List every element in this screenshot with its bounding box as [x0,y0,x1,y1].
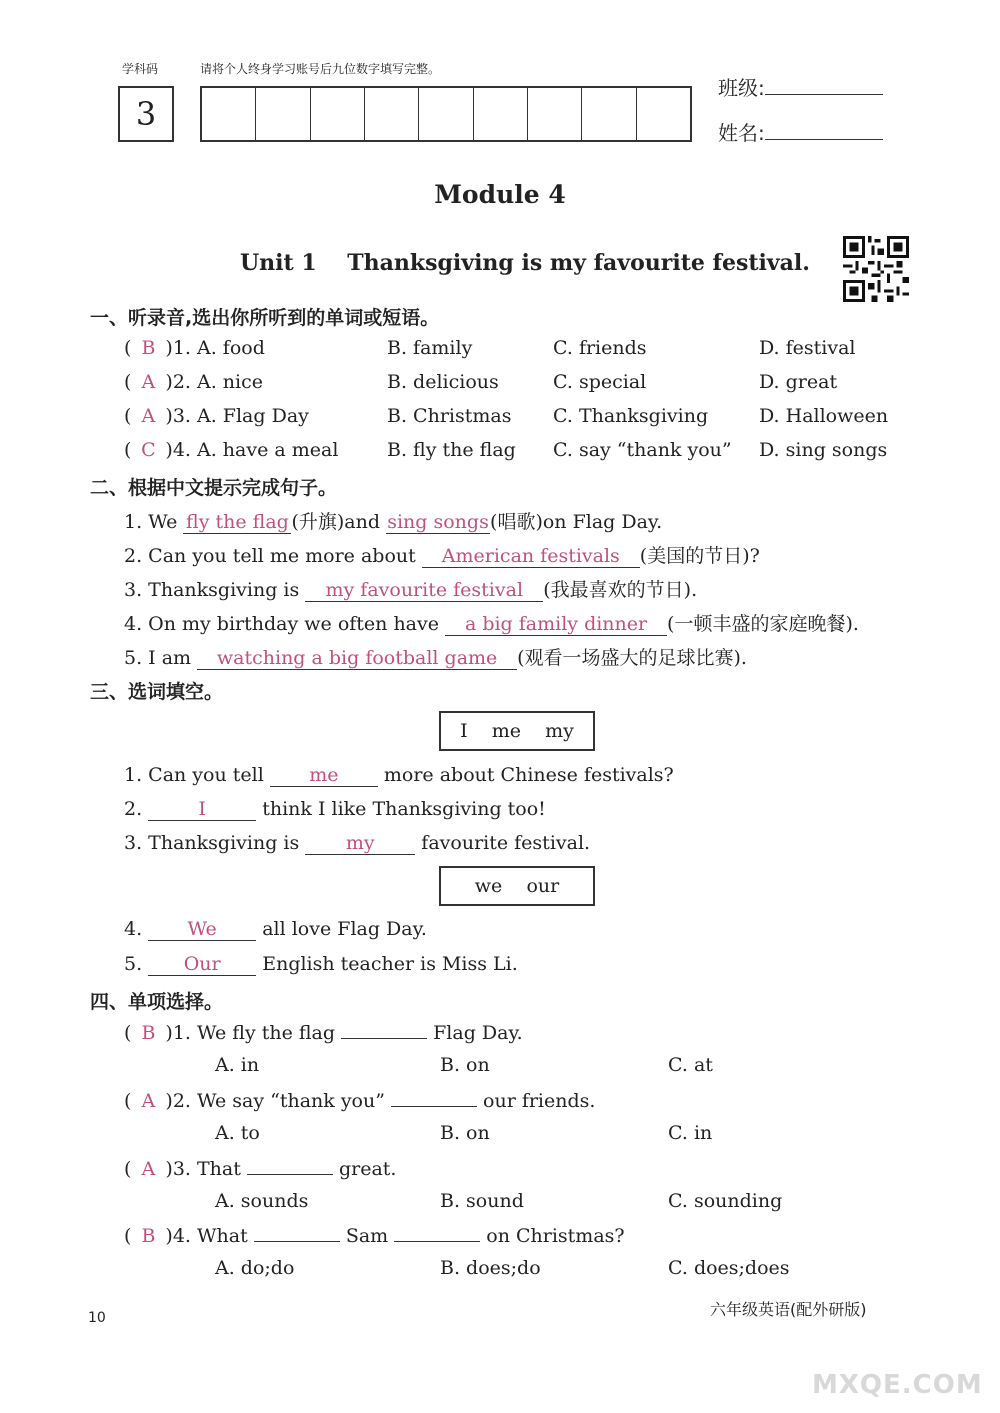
fill-question-3: 3. Thanksgiving is my favourite festival. [124,832,591,854]
answer-blank[interactable]: a big family dinner [445,613,667,636]
name-blank[interactable] [765,119,883,140]
digit-box[interactable] [365,88,419,140]
account-instruction: 请将个人终身学习账号后九位数字填写完整。 [200,62,441,76]
page-number: 10 [88,1310,106,1326]
digit-box[interactable] [202,88,256,140]
option-b: B. Christmas [387,405,512,427]
listening-item: ( A )3. A. Flag Day [124,405,309,427]
option-c: C. say “thank you” [553,439,732,461]
listening-item: ( A )2. A. nice [124,371,264,393]
sentence-5: 5. I am watching a big football game (观看一场盛大的足球比赛). [124,647,747,669]
sentence-4: 4. On my birthday we often have a big family dinner (一顿丰盛的家庭晚餐). [124,613,859,635]
option-b: B. does;do [440,1257,541,1279]
fill-question-4: 4. We all love Flag Day. [124,918,427,940]
answer-blank[interactable] [247,1156,333,1175]
option-c: C. in [668,1122,713,1144]
section-3-heading: 三、选词填空。 [90,681,224,703]
option-b: B. on [440,1054,490,1076]
option-c: C. special [553,371,647,393]
word-box-1: I me my [439,711,595,751]
option-c: C. does;does [668,1257,790,1279]
digit-box[interactable] [582,88,636,140]
option-d: D. Halloween [759,405,889,427]
name-label: 姓名: [718,121,765,145]
answer-blank[interactable]: I [148,798,256,821]
option-c: C. friends [553,337,647,359]
answer-mark: A [141,1090,156,1112]
sentence-2: 2. Can you tell me more about American festivals (美国的节日)? [124,545,760,567]
listening-item: ( B )1. A. food [124,337,265,359]
answer-blank[interactable] [391,1088,477,1107]
sentence-3: 3. Thanksgiving is my favourite festival (我最喜欢的节日). [124,579,698,601]
answer-mark: A [141,405,156,427]
option-d: D. festival [759,337,856,359]
digit-box[interactable] [311,88,365,140]
answer-mark: B [141,337,156,359]
book-title: 六年级英语(配外研版) [710,1300,867,1319]
answer-blank[interactable]: my favourite festival [305,579,543,602]
answer-blank[interactable]: We [148,918,256,941]
answer-mark: A [141,371,156,393]
section-4-heading: 四、单项选择。 [90,991,224,1013]
option-d: D. sing songs [759,439,888,461]
option-b: B. on [440,1122,490,1144]
section-1-heading: 一、听录音,选出你所听到的单词或短语。 [90,307,440,329]
subject-code-label: 学科码 [122,62,159,76]
answer-mark: B [141,1225,156,1247]
option-b: B. family [387,337,473,359]
class-label: 班级: [718,76,765,100]
qr-code-icon [843,236,909,302]
answer-blank[interactable]: Our [148,953,256,976]
digit-box[interactable] [419,88,473,140]
option-b: B. delicious [387,371,499,393]
unit-title: Unit 1 Thanksgiving is my favourite festival. [240,250,810,276]
option-a: A. do;do [215,1257,295,1279]
watermark: MXQE.COM [812,1370,983,1400]
answer-blank[interactable] [254,1223,340,1242]
choice-question-1: ( B )1. We fly the flag Flag Day. [124,1022,523,1044]
choice-question-2: ( A )2. We say “thank you” our friends. [124,1090,596,1112]
answer-blank[interactable]: watching a big football game [197,647,517,670]
answer-blank[interactable]: fly the flag [183,511,291,534]
digit-box[interactable] [256,88,310,140]
option-a: A. sounds [215,1190,309,1212]
answer-mark: C [141,439,156,461]
answer-blank[interactable] [341,1020,427,1039]
class-field[interactable] [718,72,883,101]
digit-box[interactable] [474,88,528,140]
answer-mark: A [141,1158,156,1180]
module-title: Module 4 [434,180,566,209]
choice-question-4: ( B )4. What Sam on Christmas? [124,1225,625,1247]
answer-blank[interactable]: sing songs [387,511,489,533]
fill-question-5: 5. Our English teacher is Miss Li. [124,953,518,975]
option-c: C. at [668,1054,713,1076]
option-c: C. sounding [668,1190,783,1212]
subject-code-box: 3 [118,86,174,142]
option-a: A. in [215,1054,260,1076]
option-c: C. Thanksgiving [553,405,709,427]
option-d: D. great [759,371,838,393]
listening-item: ( C )4. A. have a meal [124,439,339,461]
answer-mark: B [141,1022,156,1044]
name-field[interactable] [718,117,883,146]
section-2-heading: 二、根据中文提示完成句子。 [90,477,338,499]
fill-question-1: 1. Can you tell me more about Chinese festivals? [124,764,674,786]
fill-question-2: 2. I think I like Thanksgiving too! [124,798,546,820]
account-digit-boxes[interactable] [200,86,692,142]
option-a: A. to [215,1122,260,1144]
sentence-1: 1. We fly the flag (升旗)and sing songs(唱歌)on Flag Day. [124,511,663,533]
option-b: B. fly the flag [387,439,516,461]
digit-box[interactable] [637,88,690,140]
answer-blank[interactable] [394,1223,480,1242]
word-box-2: we our [439,866,595,906]
option-b: B. sound [440,1190,524,1212]
digit-box[interactable] [528,88,582,140]
class-blank[interactable] [765,74,883,95]
choice-question-3: ( A )3. That great. [124,1158,397,1180]
answer-blank[interactable]: my [305,832,415,855]
answer-blank[interactable]: American festivals [422,545,640,568]
answer-blank[interactable]: me [270,764,378,787]
